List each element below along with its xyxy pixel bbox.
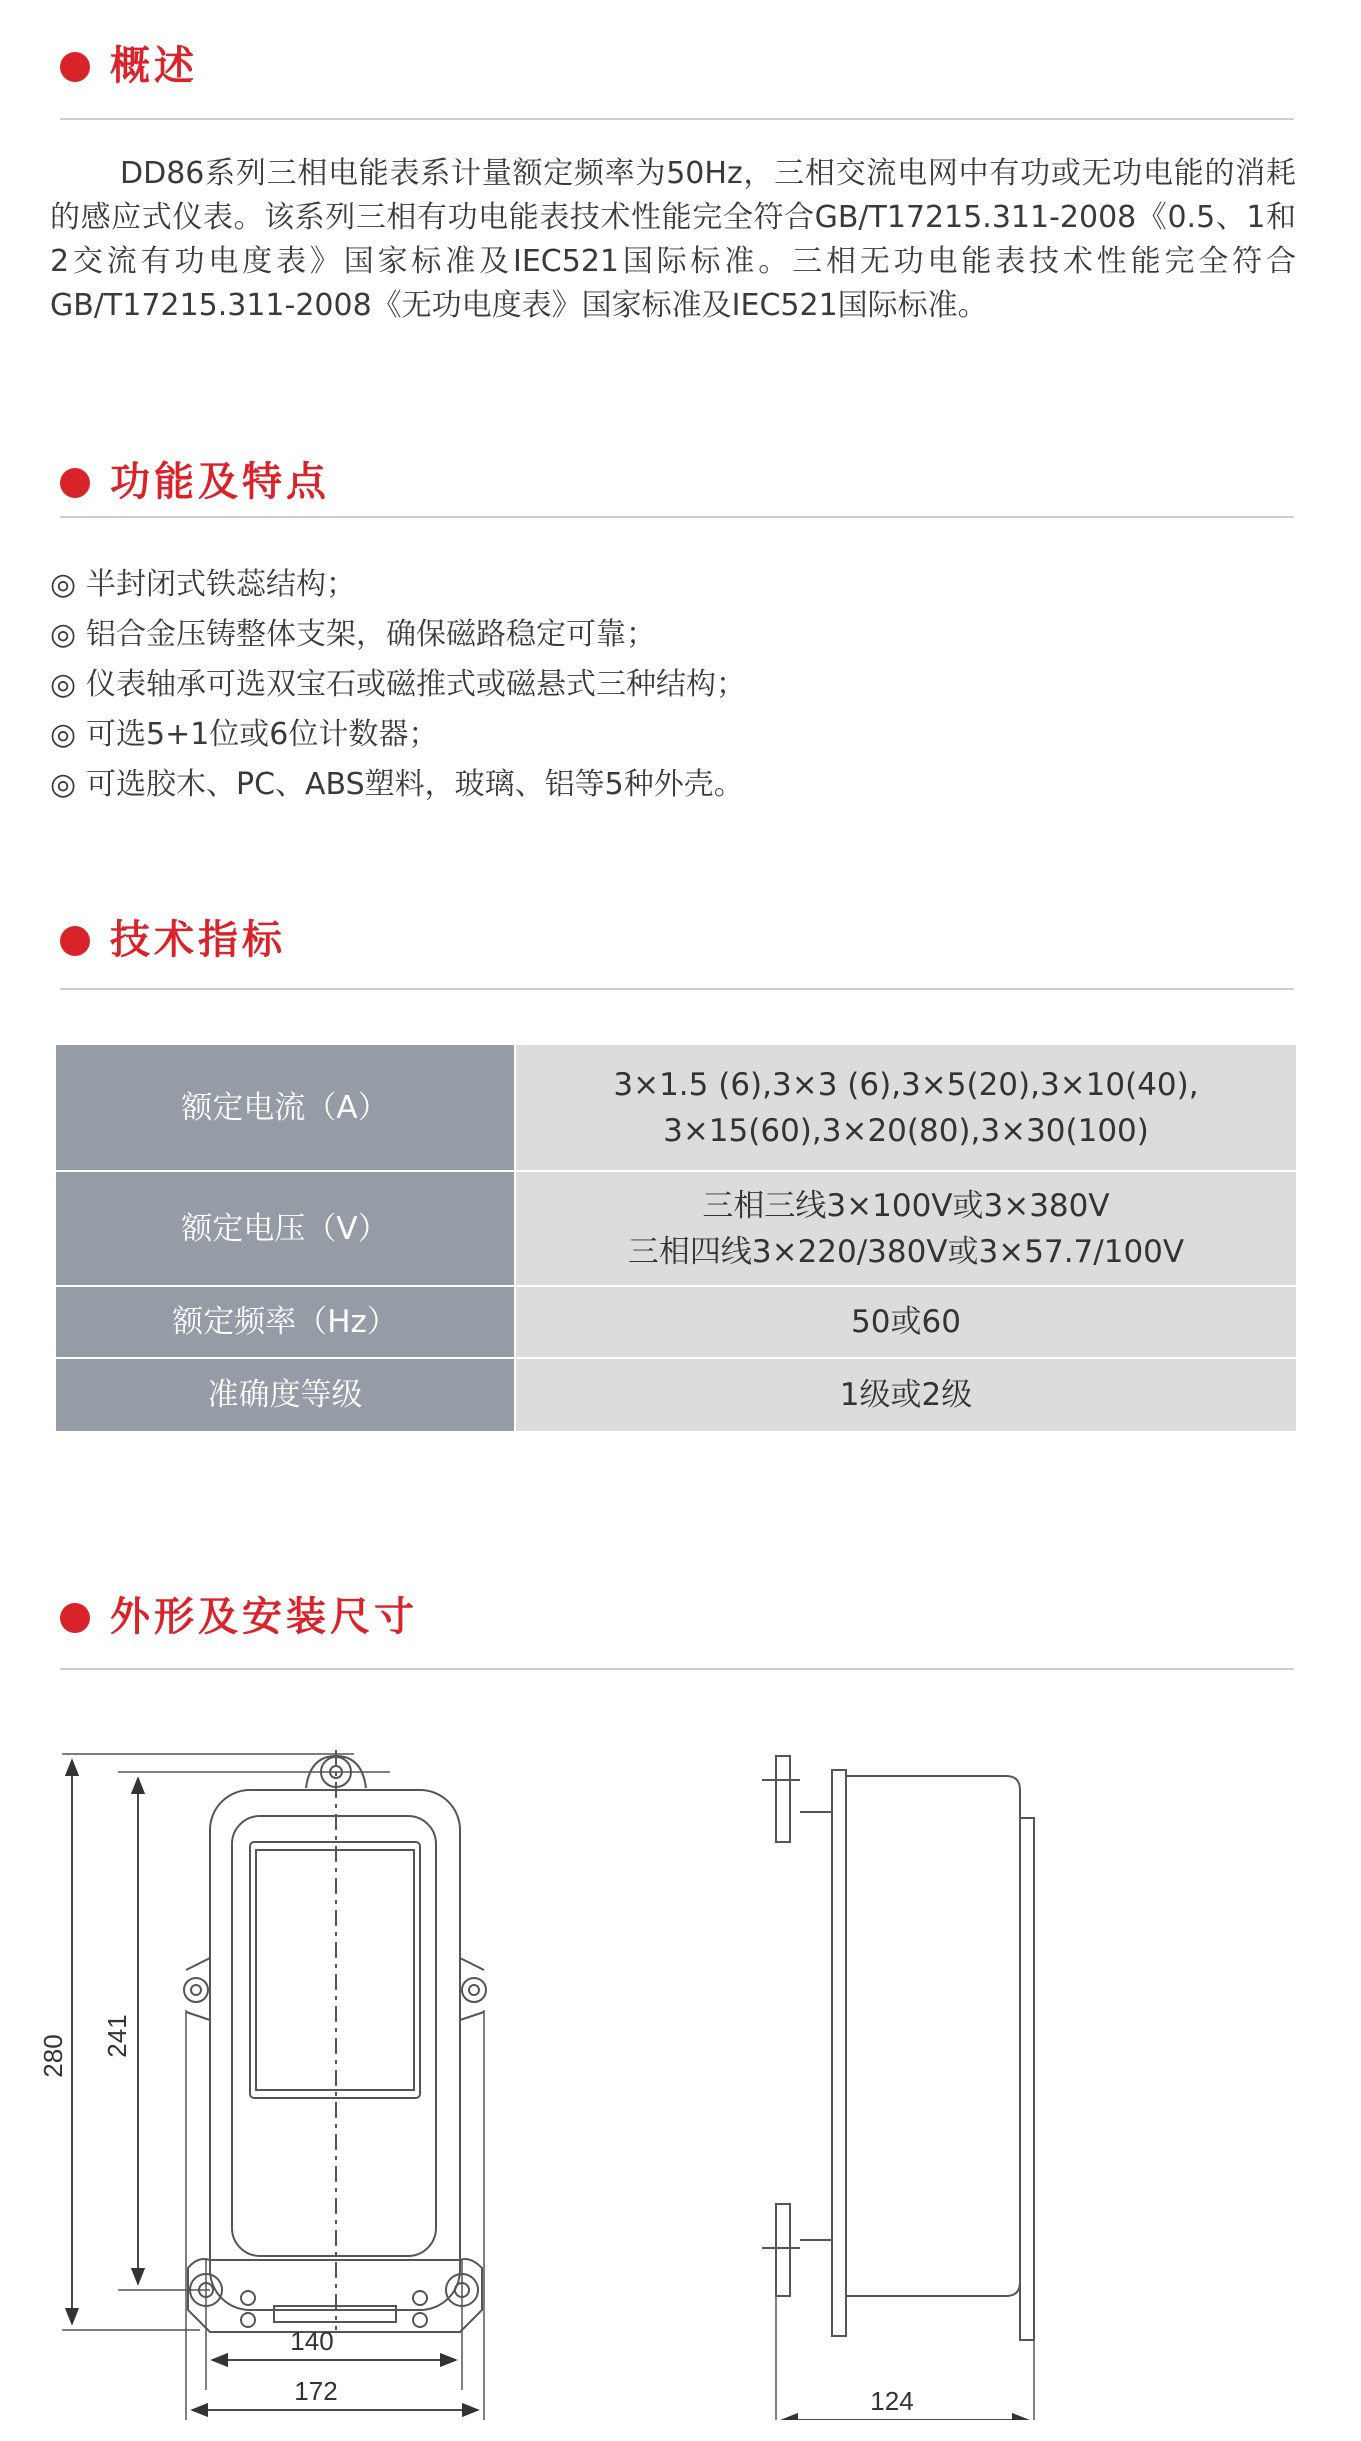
table-row bbox=[56, 1286, 1296, 1358]
dimension-label-width-mount: 140 bbox=[290, 2326, 334, 2356]
divider bbox=[60, 118, 1294, 120]
section-title: 外形及安装尺寸 bbox=[110, 1594, 418, 1640]
list-item: ◎ 可选5+1位或6位计数器； bbox=[50, 710, 1250, 760]
spec-table bbox=[56, 1045, 1296, 1433]
dimension-label-height-total: 280 bbox=[38, 2034, 68, 2078]
dimension-label-height-mount: 241 bbox=[102, 2014, 132, 2058]
spec-value: 三相三线3×100V或3×380V 三相四线3×220/380V或3×57.7/100V bbox=[515, 1171, 1296, 1286]
side-view bbox=[762, 1756, 1034, 2420]
section-header-specs bbox=[56, 908, 1296, 968]
list-item: ◎ 可选胶木、PC、ABS塑料，玻璃、铝等5种外壳。 bbox=[50, 760, 1250, 810]
bullet-dot-icon bbox=[60, 468, 90, 498]
section-header-overview bbox=[56, 34, 1296, 94]
table-row bbox=[56, 1358, 1296, 1432]
list-item: ◎ 半封闭式铁蕊结构； bbox=[50, 560, 1250, 610]
double-circle-icon: ◎ bbox=[50, 767, 77, 802]
bullet-dot-icon bbox=[60, 52, 90, 82]
spec-value: 3×1.5 (6),3×3 (6),3×5(20),3×10(40), 3×15(60),3×20(80),3×30(100) bbox=[515, 1045, 1296, 1171]
double-circle-icon: ◎ bbox=[50, 667, 77, 702]
spec-label: 额定频率（Hz） bbox=[56, 1286, 515, 1358]
divider bbox=[60, 988, 1294, 990]
dimension-label-width-total: 172 bbox=[294, 2376, 338, 2406]
double-circle-icon: ◎ bbox=[50, 617, 77, 652]
dimension-label-depth: 124 bbox=[870, 2386, 914, 2416]
table-row bbox=[56, 1171, 1296, 1286]
front-view bbox=[62, 1750, 486, 2420]
divider bbox=[60, 1668, 1294, 1670]
bullet-dot-icon bbox=[60, 926, 90, 956]
spec-value: 1级或2级 bbox=[515, 1358, 1296, 1432]
meter-outline-drawing bbox=[0, 1720, 1361, 2420]
spec-label: 额定电流（A） bbox=[56, 1045, 515, 1171]
dimension-drawing bbox=[0, 1720, 1361, 2420]
overview-paragraph: DD86系列三相电能表系计量额定频率为50Hz，三相交流电网中有功或无功电能的消耗的感应式仪表。该系列三相有功电能表技术性能完全符合GB/T17215.311-2008《0.5、1和2交流有功电度表》国家标准及IEC521国际标准。三相无功电能表技术性能完全符合GB/T17215.311-2008《无功电度表》国家标准及IEC521国际标准。 bbox=[50, 156, 1296, 323]
spec-label: 额定电压（V） bbox=[56, 1171, 515, 1286]
list-item: ◎ 仪表轴承可选双宝石或磁推式或磁悬式三种结构； bbox=[50, 660, 1250, 710]
section-title: 技术指标 bbox=[110, 917, 286, 963]
list-item: ◎ 铝合金压铸整体支架，确保磁路稳定可靠； bbox=[50, 610, 1250, 660]
spec-value: 50或60 bbox=[515, 1286, 1296, 1358]
section-header-features bbox=[56, 450, 1296, 510]
feature-list bbox=[50, 560, 1250, 810]
divider bbox=[60, 516, 1294, 518]
section-header-dimensions bbox=[56, 1585, 1296, 1645]
double-circle-icon: ◎ bbox=[50, 717, 77, 752]
section-title: 功能及特点 bbox=[110, 459, 330, 505]
section-title: 概述 bbox=[110, 43, 198, 89]
spec-label: 准确度等级 bbox=[56, 1358, 515, 1432]
bullet-dot-icon bbox=[60, 1603, 90, 1633]
double-circle-icon: ◎ bbox=[50, 567, 77, 602]
table-row bbox=[56, 1045, 1296, 1171]
